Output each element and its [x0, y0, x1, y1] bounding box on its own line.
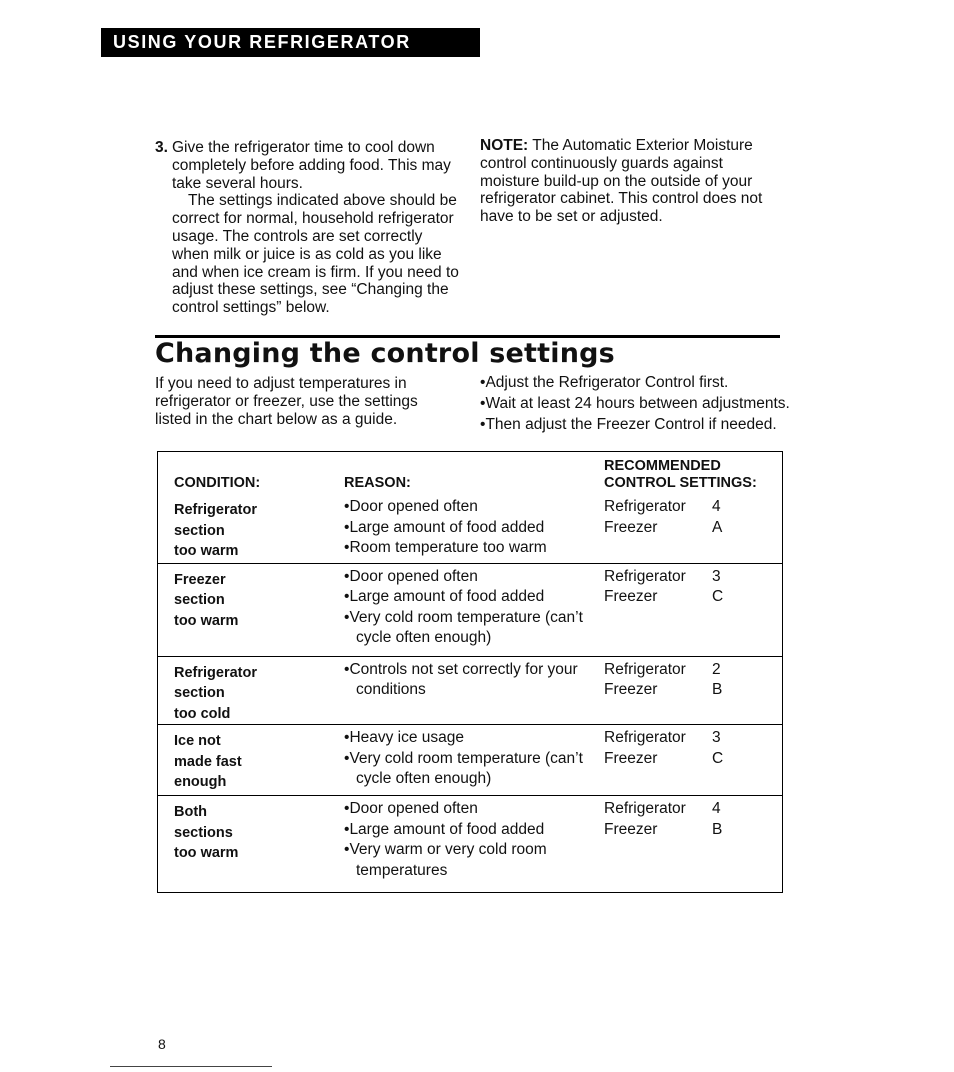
reason-item: • Room temperature too warm: [344, 538, 604, 559]
header-reason: REASON:: [344, 475, 411, 491]
table-row: [158, 656, 783, 725]
reason-list: [344, 497, 604, 559]
reason-item: • Large amount of food added: [344, 820, 604, 841]
refrigerator-setting: [604, 660, 782, 681]
bullet-item: • Wait at least 24 hours between adjustments.: [480, 394, 800, 415]
reason-cell: [344, 656, 604, 725]
reason-list: [344, 660, 604, 701]
condition-cell: [158, 494, 345, 563]
step-3-paragraph-2: The settings indicated above should be correct for normal, household refrigerator usage. The controls are set correctly when milk or juice is as cold as you like and when ice cream is firm. If you need to adjust these settings, see “Changing the control settings” below.: [172, 192, 459, 317]
condition-line: made fast: [174, 753, 242, 770]
condition-line: Refrigerator: [174, 664, 257, 681]
table-row: [158, 725, 783, 796]
header-settings-line-2: CONTROL SETTINGS:: [604, 475, 757, 491]
freezer-setting-value: B: [712, 820, 723, 838]
reason-item: • Heavy ice usage: [344, 728, 604, 749]
condition-cell: [158, 725, 345, 796]
freezer-setting-label: Freezer: [604, 820, 658, 838]
condition-cell: [158, 796, 345, 893]
condition-line: too warm: [174, 612, 239, 629]
note-block: [480, 137, 785, 226]
freezer-setting: [604, 680, 782, 701]
table-row: [158, 494, 783, 563]
refrigerator-setting: [604, 728, 782, 749]
settings-cell: [604, 563, 783, 656]
reason-item: • Large amount of food added: [344, 518, 604, 539]
condition-line: section: [174, 522, 225, 539]
note-text: The Automatic Exterior Moisture control continuously guards against moisture build-up on the outside of your refrigerator cabinet. This control does not have to be set or adjusted.: [480, 137, 763, 226]
condition-line: sections: [174, 824, 233, 841]
condition-line: Refrigerator: [174, 502, 257, 518]
settings-cell: [604, 494, 783, 563]
freezer-setting-value: C: [712, 749, 724, 767]
condition-cell: [158, 563, 345, 656]
condition-line: enough: [174, 774, 227, 790]
refrigerator-setting-value: 4: [712, 800, 721, 817]
refrigerator-setting-value: 3: [712, 567, 721, 585]
refrigerator-setting: [604, 799, 782, 820]
freezer-setting-value: C: [712, 588, 724, 605]
condition-cell: [158, 656, 345, 725]
freezer-setting-label: Freezer: [604, 588, 658, 605]
settings-cell: [604, 796, 783, 893]
freezer-setting-label: Freezer: [604, 749, 658, 767]
section-intro: If you need to adjust temperatures in refrigerator or freezer, use the settings listed in the chart below as a guide.: [155, 375, 418, 428]
condition-line: section: [174, 685, 225, 701]
bullet-item: • Adjust the Refrigerator Control first.: [480, 373, 800, 394]
freezer-setting: [604, 587, 782, 608]
refrigerator-setting-value: 4: [712, 498, 721, 515]
freezer-setting-value: A: [712, 518, 723, 536]
refrigerator-setting-label: Refrigerator: [604, 729, 686, 746]
freezer-setting: [604, 749, 782, 770]
refrigerator-setting-label: Refrigerator: [604, 498, 686, 515]
table-row: [158, 563, 783, 656]
condition-line: section: [174, 592, 225, 608]
refrigerator-setting: [604, 497, 782, 518]
reason-item: • Very cold room temperature (can’t cycle often enough): [344, 608, 604, 649]
refrigerator-setting-value: 2: [712, 660, 721, 678]
table-row: [158, 796, 783, 893]
bullet-item: • Then adjust the Freezer Control if needed.: [480, 415, 800, 436]
reason-cell: [344, 563, 604, 656]
header-condition: CONDITION:: [174, 475, 261, 491]
reason-item: • Very cold room temperature (can’t cycle often enough): [344, 749, 604, 790]
refrigerator-setting-label: Refrigerator: [604, 660, 686, 678]
condition-line: too cold: [174, 705, 231, 722]
refrigerator-setting: [604, 567, 782, 588]
control-settings-table: [157, 451, 783, 893]
step-3-text: [172, 139, 462, 317]
header-settings-line-1: RECOMMENDED: [604, 458, 721, 474]
section-title: Changing the control settings: [155, 338, 615, 369]
reason-list: [344, 799, 604, 881]
header-settings: [604, 452, 783, 495]
refrigerator-setting-label: Refrigerator: [604, 800, 686, 817]
freezer-setting: [604, 518, 782, 539]
section-banner: USING YOUR REFRIGERATOR: [101, 28, 480, 57]
reason-item: • Controls not set correctly for your conditions: [344, 660, 604, 701]
reason-item: • Door opened often: [344, 799, 604, 820]
step-3-paragraph-1: Give the refrigerator time to cool down completely before adding food. This may take several hours.: [172, 139, 451, 192]
condition-line: Both: [174, 804, 208, 820]
reason-list: [344, 728, 604, 790]
settings-cell: [604, 656, 783, 725]
step-number: 3.: [155, 139, 168, 156]
table-header-row: [158, 452, 783, 495]
condition-line: Freezer: [174, 571, 226, 588]
reason-item: • Door opened often: [344, 497, 604, 518]
note-label: NOTE:: [480, 137, 529, 154]
condition-line: too warm: [174, 845, 239, 861]
reason-cell: [344, 796, 604, 893]
page-number: 8: [158, 1036, 166, 1052]
reason-cell: [344, 494, 604, 563]
freezer-setting-label: Freezer: [604, 518, 658, 536]
footer-rule: [110, 1066, 272, 1067]
freezer-setting-label: Freezer: [604, 681, 658, 698]
reason-list: [344, 567, 604, 649]
refrigerator-setting-value: 3: [712, 729, 721, 746]
reason-item: • Door opened often: [344, 567, 604, 588]
settings-cell: [604, 725, 783, 796]
freezer-setting: [604, 820, 782, 841]
freezer-setting-value: B: [712, 681, 723, 698]
reason-item: • Large amount of food added: [344, 587, 604, 608]
adjustment-bullets: [480, 373, 800, 435]
reason-cell: [344, 725, 604, 796]
condition-line: too warm: [174, 543, 239, 559]
refrigerator-setting-label: Refrigerator: [604, 567, 686, 585]
condition-line: Ice not: [174, 733, 221, 749]
reason-item: • Very warm or very cold room temperatures: [344, 840, 604, 881]
